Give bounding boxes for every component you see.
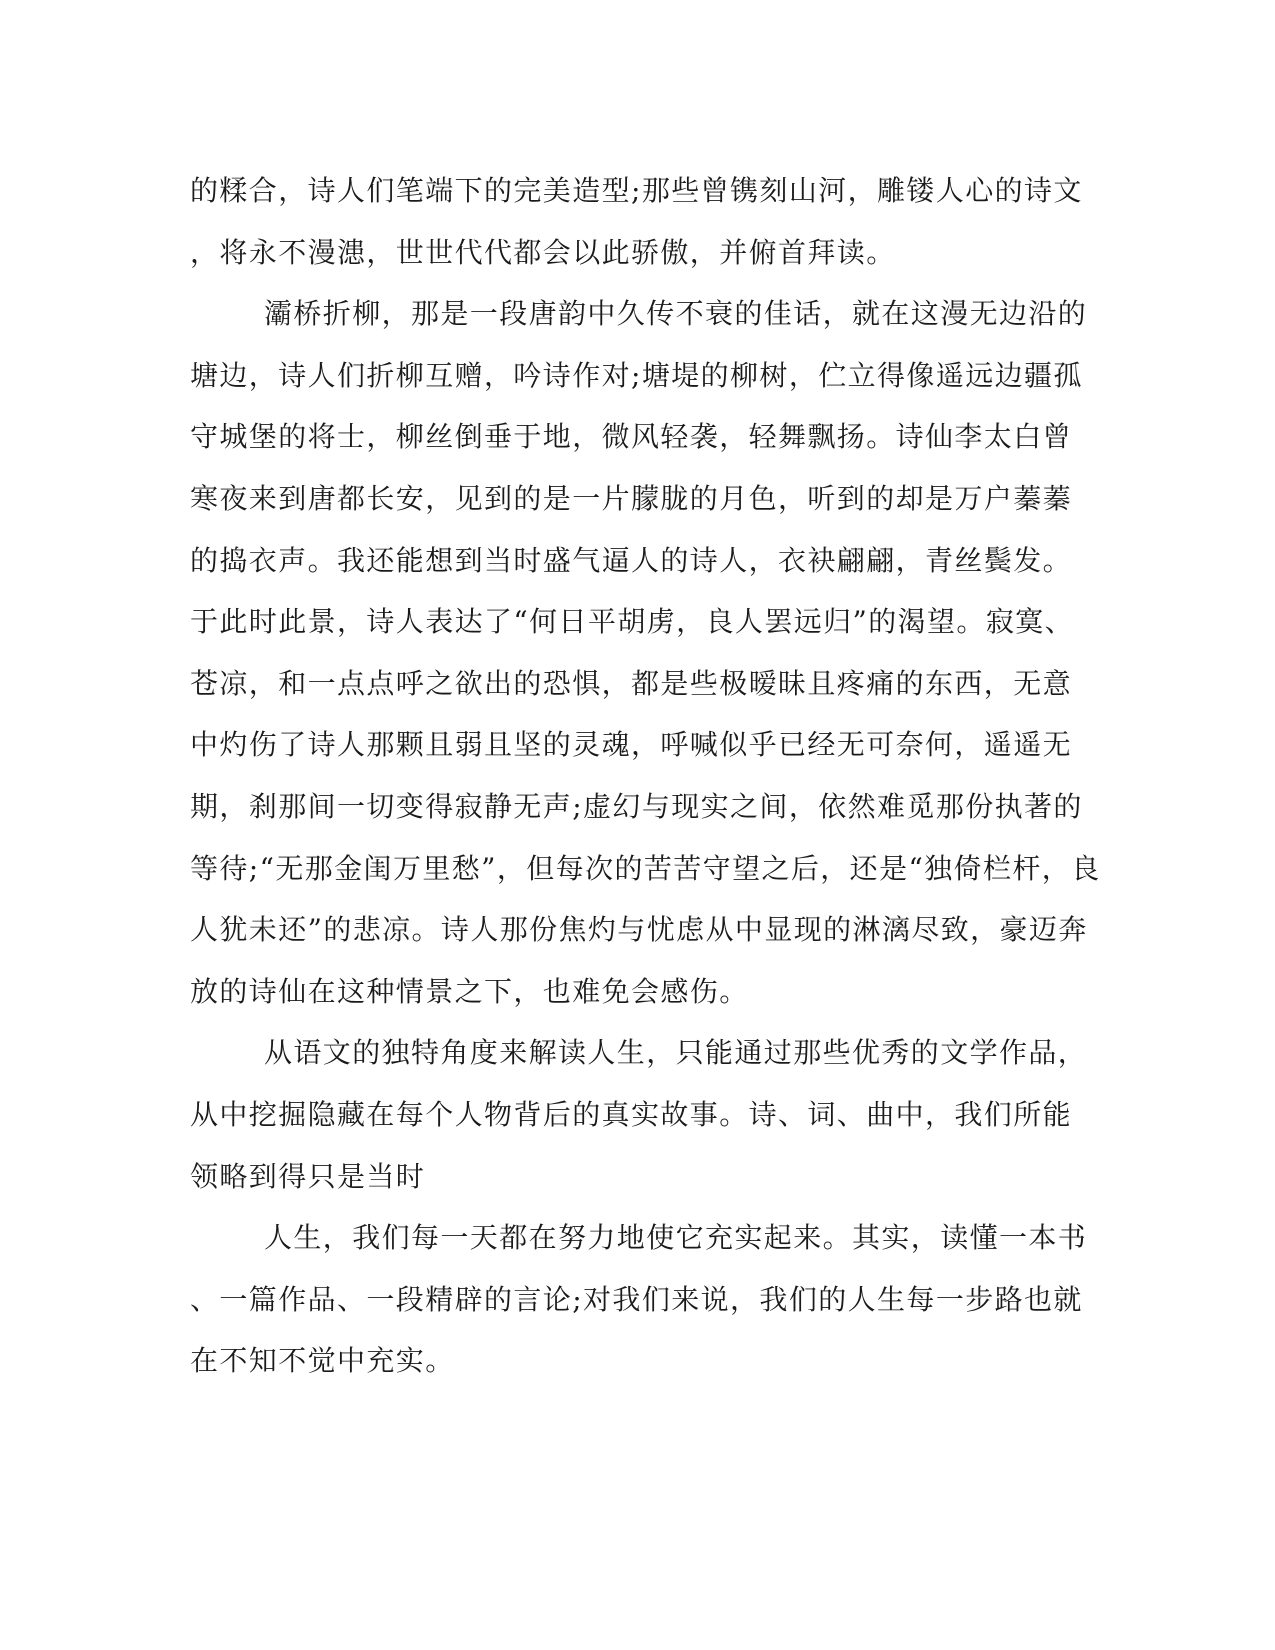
text-line: 于此时此景，诗人表达了“何日平胡虏，良人罢远归”的渴望。寂寞、 (190, 605, 1075, 639)
text-line: 期，刹那间一切变得寂静无声;虚幻与现实之间，依然难觅那份执著的 (190, 789, 1083, 823)
text-line: 领略到得只是当时 (190, 1159, 426, 1193)
text-line: 在不知不觉中充实。 (190, 1344, 455, 1378)
paragraph-4 (190, 1207, 1090, 1392)
text-line: 塘边，诗人们折柳互赠，吟诗作对;塘堤的柳树，伫立得像遥远边疆孤 (190, 358, 1083, 392)
text-line: ，将永不漫漶，世世代代都会以此骄傲，并俯首拜读。 (190, 235, 896, 269)
text-line: 放的诗仙在这种情景之下，也难免会感伤。 (190, 974, 749, 1008)
text-line: 人犹未还”的悲凉。诗人那份焦灼与忧虑从中显现的淋漓尽致，豪迈奔 (190, 913, 1088, 947)
paragraph-2 (190, 283, 1101, 1022)
text-line: 寒夜来到唐都长安，见到的是一片朦胧的月色，听到的却是万户蓁蓁 (190, 481, 1073, 515)
text-line: 人生，我们每一天都在努力地使它充实起来。其实，读懂一本书 (264, 1221, 1088, 1255)
text-line: 中灼伤了诗人那颗且弱且坚的灵魂，呼喊似乎已经无可奈何，遥遥无 (190, 728, 1073, 762)
text-line: 灞桥折柳，那是一段唐韵中久传不衰的佳话，就在这漫无边沿的 (264, 297, 1088, 331)
paragraph-1 (190, 160, 1090, 283)
text-line: 守城堡的将士，柳丝倒垂于地，微风轻袭，轻舞飘扬。诗仙李太白曾 (190, 420, 1073, 454)
text-line: 等待;“无那金闺万里愁”，但每次的苦苦守望之后，还是“独倚栏杆，良 (190, 851, 1101, 885)
text-line: 从中挖掘隐藏在每个人物背后的真实故事。诗、词、曲中，我们所能 (190, 1097, 1073, 1131)
text-line: 、一篇作品、一段精辟的言论;对我们来说，我们的人生每一步路也就 (190, 1282, 1083, 1316)
text-line: 的糅合，诗人们笔端下的完美造型;那些曾镌刻山河，雕镂人心的诗文 (190, 174, 1083, 207)
text-line: 的捣衣声。我还能想到当时盛气逼人的诗人，衣袂翩翩，青丝鬓发。 (190, 543, 1073, 577)
article-body (190, 160, 1101, 1392)
paragraph-3 (190, 1022, 1090, 1207)
text-line: 苍凉，和一点点呼之欲出的恐惧，都是些极暧昧且疼痛的东西，无意 (190, 666, 1073, 700)
text-line: 从语文的独特角度来解读人生，只能通过那些优秀的文学作品， (264, 1036, 1088, 1070)
